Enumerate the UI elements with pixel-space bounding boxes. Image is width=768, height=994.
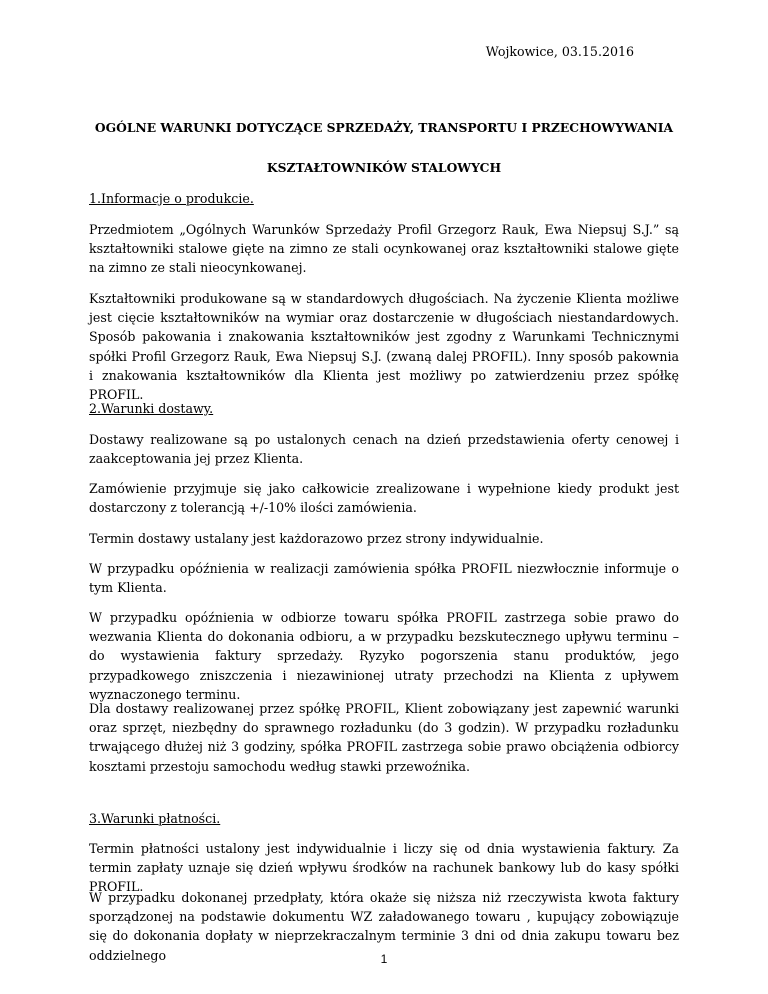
section-3-paragraph-1: Termin płatności ustalony jest indywidualnie i liczy się od dnia wystawienia faktury. Za termin zapłaty uznaje się dzień wpływu środków na rachunek bankowy lub do kasy spółki PROFIL. — [89, 841, 679, 895]
section-2-paragraph-1: Dostawy realizowane są po ustalonych cenach na dzień przedstawienia oferty cenowej i zaakceptowania jej przez Klienta. — [89, 432, 679, 467]
section-1-paragraph-2: Kształtowniki produkowane są w standardowych długościach. Na życzenie Klienta możliwe jest cięcie kształtowników na wymiar oraz dostarczenie w długościach niestandardowych. Sposób pakowania i znakowania kształtowników jest zgodny z Warunkami Technicznymi spółki Profil Grzegorz Rauk, Ewa Niepsuj S.J. (zwaną dalej PROFIL). Inny sposób pakownia i znakowania kształtowników dla Klienta jest możliwy po zatwierdzeniu przez spółkę PROFIL. — [89, 291, 679, 403]
page-number: 1 — [380, 952, 388, 966]
date-line: Wojkowice, 03.15.2016 — [485, 44, 634, 59]
section-3-paragraph-2: W przypadku dokonanej przedpłaty, która okaże się niższa niż rzeczywista kwota faktury sporządzonej na podstawie dokumentu WZ załadowanego towaru , kupujący zobowiązuje się do dokonania dopłaty w nieprzekraczalnym terminie 3 dni od dnia zakupu towaru bez oddzielnego — [89, 890, 679, 963]
section-1-heading: 1.Informacje o produkcie. — [89, 191, 254, 206]
section-2-paragraph-4: W przypadku opóźnienia w realizacji zamówienia spółka PROFIL niezwłocznie informuje o tym Klienta. — [89, 561, 679, 596]
section-3-heading: 3.Warunki płatności. — [89, 811, 221, 826]
document-title-line-1: OGÓLNE WARUNKI DOTYCZĄCE SPRZEDAŻY, TRANSPORTU I PRZECHOWYWANIA — [94, 120, 674, 135]
section-2-paragraph-5: W przypadku opóźnienia w odbiorze towaru spółka PROFIL zastrzega sobie prawo do wezwania Klienta do dokonania odbioru, a w przypadku bezskutecznego upływu terminu – do wystawienia faktury sprzedaży. Ryzyko pogorszenia stanu produktów, jego przypadkowego zniszczenia i niezawinionej utraty przechodzi na Klienta z upływem wyznaczonego terminu. — [89, 610, 679, 702]
section-2-heading: 2.Warunki dostawy. — [89, 401, 214, 416]
document-title-line-2: KSZTAŁTOWNIKÓW STALOWYCH — [266, 160, 502, 175]
section-1-paragraph-1: Przedmiotem „Ogólnych Warunków Sprzedaży Profil Grzegorz Rauk, Ewa Niepsuj S.J.” są kształtowniki stalowe gięte na zimno ze stali ocynkowanej oraz kształtowniki stalowe gięte na zimno ze stali nieocynkowanej. — [89, 222, 679, 276]
section-2-paragraph-3: Termin dostawy ustalany jest każdorazowo przez strony indywidualnie. — [89, 531, 544, 546]
section-2-paragraph-2: Zamówienie przyjmuje się jako całkowicie zrealizowane i wypełnione kiedy produkt jest dostarczony z tolerancją +/-10% ilości zamówienia. — [89, 481, 679, 516]
section-2-paragraph-6: Dla dostawy realizowanej przez spółkę PROFIL, Klient zobowiązany jest zapewnić warunki oraz sprzęt, niezbędny do sprawnego rozładunku (do 3 godzin). W przypadku rozładunku trwającego dłużej niż 3 godziny, spółka PROFIL zastrzega sobie prawo obciążenia odbiorcy kosztami przestoju samochodu według stawki przewoźnika. — [89, 701, 679, 774]
